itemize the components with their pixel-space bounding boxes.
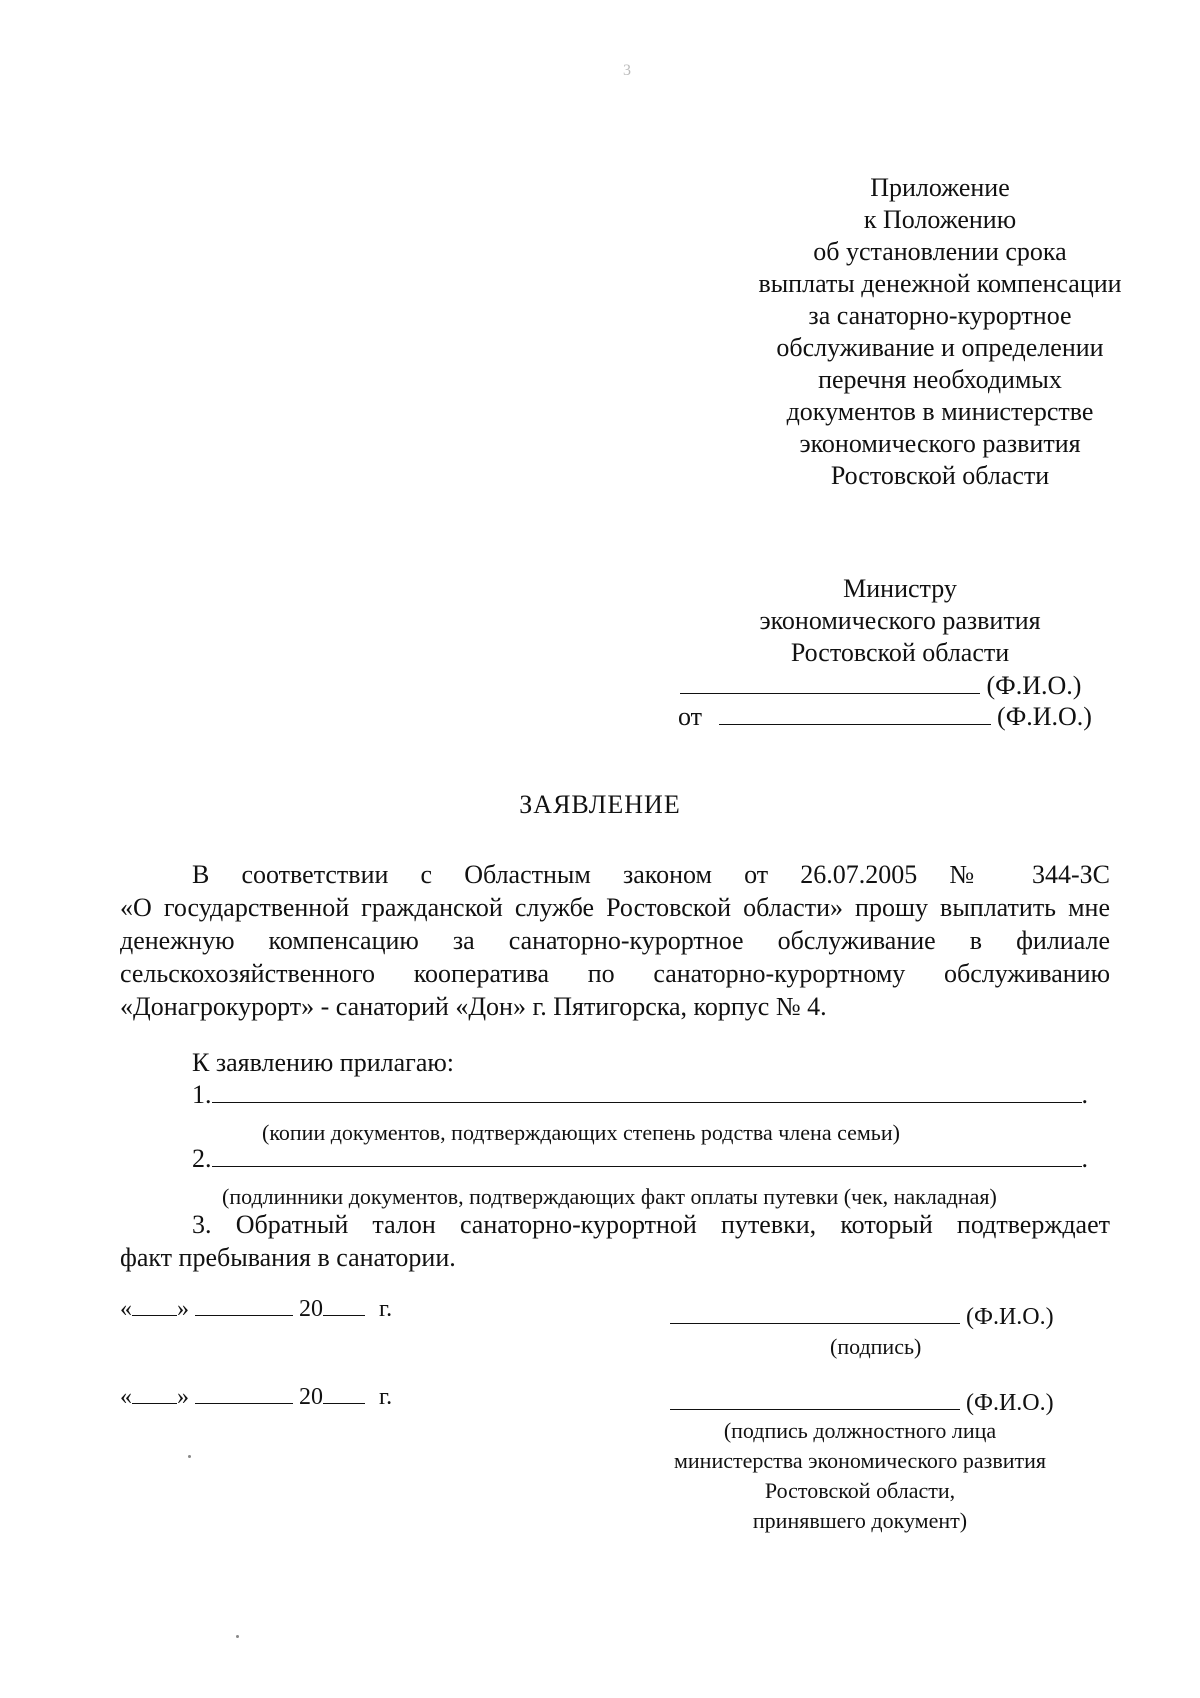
- body-paragraph: [120, 858, 1110, 1023]
- appendix-line: экономического развития: [799, 429, 1081, 458]
- from-fio-blank[interactable]: [719, 704, 991, 725]
- scan-speck: [236, 1635, 239, 1638]
- fio-blank[interactable]: [680, 673, 980, 694]
- caption-line: принявшего документ): [752, 1508, 968, 1533]
- addressee-line: Ростовской области: [790, 638, 1010, 667]
- caption-line: министерства экономического развития: [673, 1448, 1046, 1473]
- month-blank[interactable]: [195, 1383, 293, 1404]
- year-blank[interactable]: [323, 1383, 365, 1404]
- day-blank[interactable]: [132, 1383, 177, 1404]
- applicant-date: [120, 1295, 392, 1323]
- item-number: 1.: [192, 1080, 212, 1109]
- appendix-line: Приложение: [870, 173, 1010, 202]
- attachment-item-2: 2. .: [192, 1144, 1088, 1173]
- fio-label: (Ф.И.О.): [966, 1390, 1054, 1416]
- document-title: ЗАЯВЛЕНИЕ: [519, 790, 681, 819]
- year-suffix: г.: [379, 1384, 393, 1410]
- official-signature: [670, 1389, 1054, 1417]
- attachment-2-caption: (подлинники документов, подтверждающих факт оплаты путевки (чек, накладная): [222, 1184, 997, 1209]
- attachment-2-blank[interactable]: [212, 1146, 1082, 1167]
- appendix-header: [690, 172, 1190, 492]
- official-date: [120, 1383, 392, 1411]
- addressee-line: Министру: [843, 574, 957, 603]
- addressee-block: [690, 573, 1110, 669]
- caption-line: (подпись должностного лица: [723, 1418, 997, 1443]
- appendix-line: Ростовской области: [830, 461, 1050, 490]
- appendix-line: выплаты денежной компенсации: [758, 269, 1122, 298]
- year-blank[interactable]: [323, 1295, 365, 1316]
- addressee-line: экономического развития: [759, 606, 1041, 635]
- fio-label: (Ф.И.О.): [966, 1304, 1054, 1330]
- year-suffix: г.: [379, 1296, 393, 1322]
- appendix-line: перечня необходимых: [818, 365, 1062, 394]
- addressee-fio-line: [680, 671, 1081, 701]
- from-label: от: [678, 702, 703, 731]
- page-number: 3: [623, 62, 631, 79]
- appendix-line: документов в министерстве: [786, 397, 1094, 426]
- applicant-signature: [670, 1303, 1054, 1331]
- quote-close: »: [177, 1296, 189, 1322]
- attachment-1-blank[interactable]: [212, 1082, 1082, 1103]
- item3-line-1: 3. Обратный талон санаторно-курортной путевки, который подтверждает: [192, 1210, 1110, 1239]
- official-signature-caption: [640, 1416, 1080, 1536]
- year-prefix: 20: [299, 1296, 323, 1322]
- item3-line-2: факт пребывания в санатории.: [120, 1243, 456, 1272]
- fio-label: (Ф.И.О.): [986, 671, 1082, 700]
- month-blank[interactable]: [195, 1295, 293, 1316]
- appendix-line: к Положению: [863, 205, 1017, 234]
- body-rest: «О государственной гражданской службе Ростовской области» прошу выплатить мне денежную компенсацию за санаторно-курортное обслуживание в филиале сельскохозяйственного кооператива по санаторно-курортному обслуживанию «Донагрокурорт» - санаторий «Дон» г. Пятигорска, корпус № 4.: [120, 893, 1110, 1021]
- appendix-line: за санаторно-курортное: [808, 301, 1072, 330]
- from-fio-line: [678, 702, 1092, 732]
- appendix-line: обслуживание и определении: [776, 333, 1104, 362]
- caption-line: Ростовской области,: [764, 1478, 956, 1503]
- applicant-signature-caption: (подпись): [830, 1334, 922, 1359]
- signature-blank[interactable]: [670, 1303, 960, 1324]
- quote-close: »: [177, 1384, 189, 1410]
- signature-blank[interactable]: [670, 1389, 960, 1410]
- attachment-item-1: 1. .: [192, 1080, 1088, 1109]
- quote-open: «: [120, 1296, 132, 1322]
- scan-speck: [188, 1455, 191, 1458]
- fio-label: (Ф.И.О.): [997, 702, 1092, 731]
- appendix-line: об установлении срока: [813, 237, 1067, 266]
- attachment-1-caption: (копии документов, подтверждающих степень родства члена семьи): [262, 1120, 900, 1145]
- attachments-intro: К заявлению прилагаю:: [192, 1048, 455, 1077]
- item-number: 2.: [192, 1144, 212, 1173]
- body-line-1: В соответствии с Областным законом от 26.07.2005 № 344-ЗС: [192, 860, 1110, 889]
- year-prefix: 20: [299, 1384, 323, 1410]
- quote-open: «: [120, 1384, 132, 1410]
- day-blank[interactable]: [132, 1295, 177, 1316]
- attachment-item-3: [120, 1208, 1110, 1274]
